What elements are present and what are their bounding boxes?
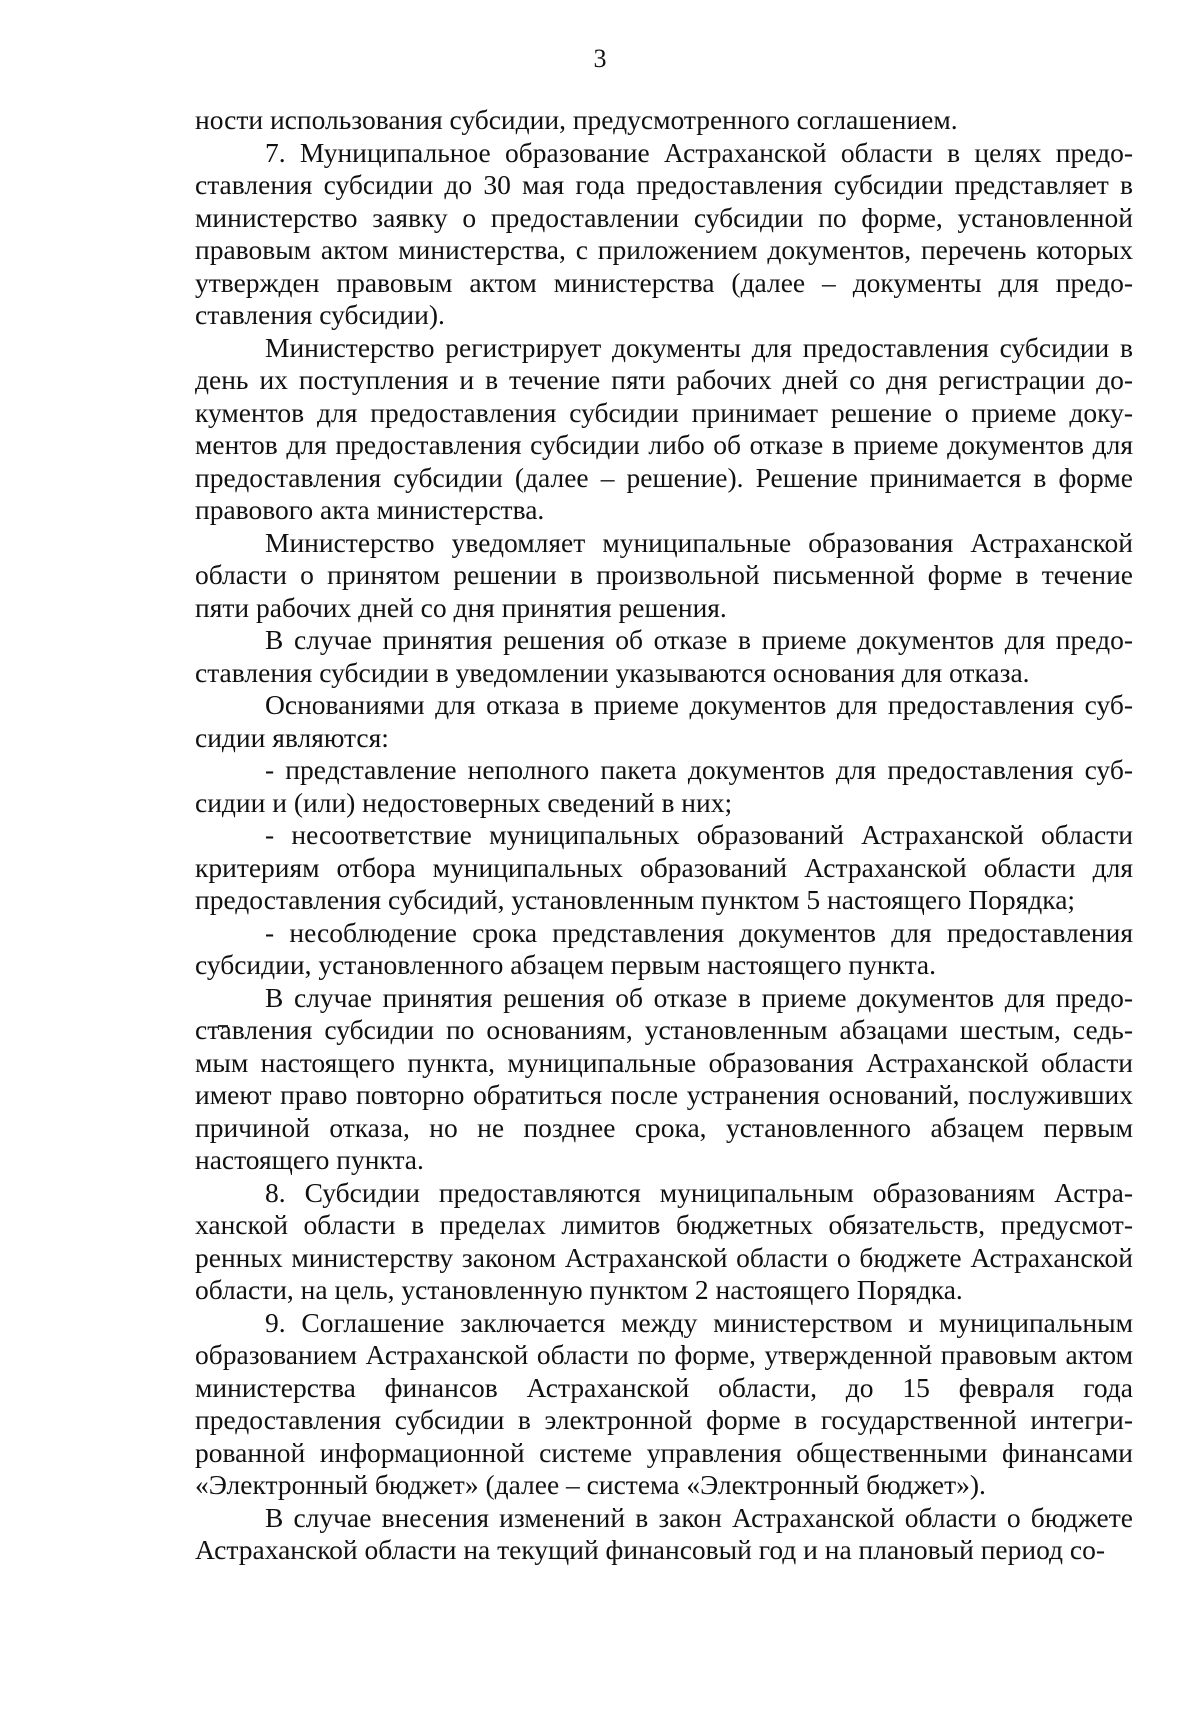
paragraph-refusal-grounds: Основаниями для отказа в приеме документов для предоставления субсидии являются: [195,689,1133,753]
document-body [195,104,1133,1567]
paragraph-item-7: 7. Муниципальное образование Астраханской области в целях предоставления субсидии до 30 мая года предоставления субсидии представляет в министерство заявку о предоставлении субсидии по форме, установленной правовым актом министерства, с приложением документов, перечень которых утвержден правовым актом министерства (далее – документы для предоставления субсидии). [195,136,1133,330]
paragraph-registration: Министерство регистрирует документы для предоставления субсидии в день их поступления и в течение пяти рабочих дней со дня регистрации документов для предоставления субсидии принимает решение о приеме документов для предоставления субсидии либо об отказе в приеме документов для предоставления субсидии (далее – решение). Решение принимается в форме правового акта министерства. [195,331,1133,525]
list-item-deadline-violation: - несоблюдение срока представления документов для предоставления субсидии, установленного абзацем первым настоящего пункта. [195,916,1133,980]
paragraph-resubmission: В случае принятия решения об отказе в приеме документов для предоставления субсидии по основаниям, установленным абзацами шестым, седьмым настоящего пункта, муниципальные образования Астраханской области имеют право повторно обратиться после устранения оснований, послуживших причиной отказа, но не позднее срока, установленного абзацем первым настоящего пункта. [195,981,1133,1175]
paragraph-budget-changes: В случае внесения изменений в закон Астраханской области о бюджете Астраханской области на текущий финансовый год и на плановый период со- [195,1501,1133,1565]
paragraph-item-8: 8. Субсидии предоставляются муниципальным образованиям Астраханской области в пределах лимитов бюджетных обязательств, предусмотренных министерству законом Астраханской области о бюджете Астраханской области, на цель, установленную пунктом 2 настоящего Порядка. [195,1176,1133,1305]
list-item-criteria-mismatch: - несоответствие муниципальных образований Астраханской области критериям отбора муниципальных образований Астраханской области для предоставления субсидий, установленным пунктом 5 настоящего Порядка; [195,819,1133,915]
paragraph-item-9: 9. Соглашение заключается между министерством и муниципальным образованием Астраханской области по форме, утвержденной правовым актом министерства финансов Астраханской области, до 15 февраля года предоставления субсидии в электронной форме в государственной интегрированной информационной системе управления общественными финансами «Электронный бюджет» (далее – система «Электронный бюджет»). [195,1306,1133,1500]
paragraph-notification: Министерство уведомляет муниципальные образования Астраханской области о принятом решении в произвольной письменной форме в течение пяти рабочих дней со дня принятия решения. [195,526,1133,623]
paragraph-refusal-notice: В случае принятия решения об отказе в приеме документов для предоставления субсидии в уведомлении указываются основания для отказа. [195,624,1133,688]
paragraph-continuation: ности использования субсидии, предусмотренного соглашением. [195,104,958,135]
list-item-incomplete-package: - представление неполного пакета документов для предоставления субсидии и (или) недостоверных сведений в них; [195,754,1133,818]
page-number: 3 [593,44,607,73]
